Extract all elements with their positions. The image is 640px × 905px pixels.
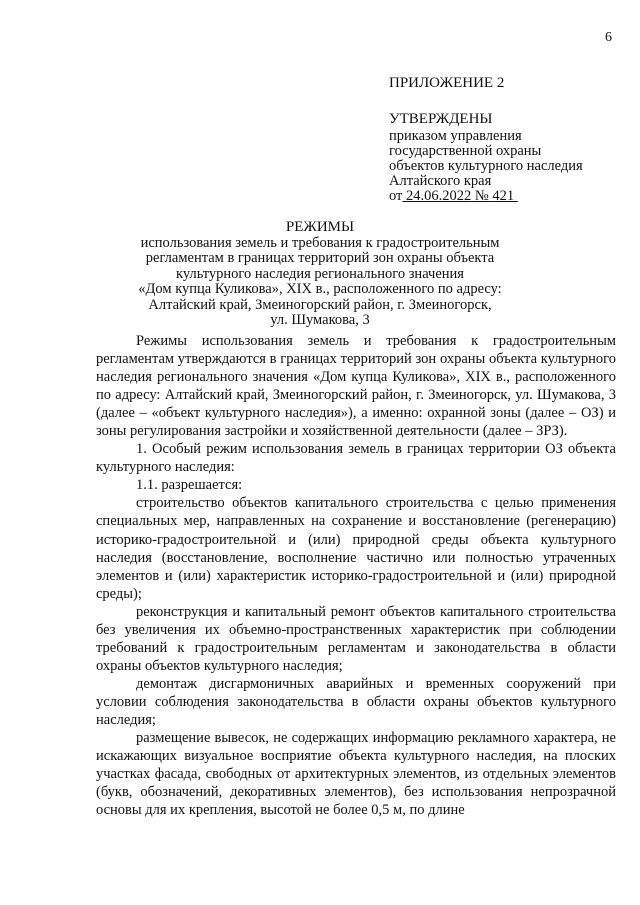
heading-line: «Дом купца Куликова», XIX в., расположенного по адресу: [138,281,502,297]
document-heading [0,220,640,329]
document-body [96,332,616,819]
approval-number: 421 [492,188,515,204]
approval-date: 24.06.2022 [406,188,472,204]
heading-line: регламентам в границах территорий зон охраны объекта [145,250,495,266]
heading-line: ул. Шумакова, 3 [270,312,370,328]
number-prefix: № [474,188,489,204]
body-paragraph: демонтаж дисгармоничных аварийных и временных сооружений при условии соблюдения законодательства в области охраны объектов культурного наследия; [96,675,616,728]
body-paragraph: Режимы использования земель и требования к градостроительным регламентам утверждаются в границах территорий зон охраны объекта культурного наследия регионального значения «Дом купца Куликова», XIX в., расположенного по адресу: Алтайский край, Змеиногорский район, г. Змеиногорск, ул. Шумакова, 3 (далее – «объект культурного наследия»), а именно: охранной зоны (далее – ОЗ) и зоны регулирования застройки и хозяйственной деятельности (далее – ЗРЗ). [96,333,616,440]
heading-title: РЕЖИМЫ [285,219,355,235]
date-prefix: от [389,188,403,204]
approval-line: объектов культурного наследия [389,158,583,174]
body-paragraph: размещение вывесок, не содержащих информацию рекламного характера, не искажающих визуальное восприятие объекта культурного наследия, на плоских участках фасада, свободных от архитектурных элементов, из отдельных элементов (букв, обозначений, декоративных элементов), без использования непрозрачной основы для их крепления, высотой не более 0,5 м, по длине [96,730,616,819]
heading-line: Алтайский край, Змеиногорский район, г. Змеиногорск, [148,296,492,313]
appendix-label: ПРИЛОЖЕНИЕ 2 [389,75,505,91]
approval-date-line [389,189,583,204]
body-paragraph: 1.1. разрешается: [136,477,243,494]
page-number: 6 [605,30,612,45]
body-paragraph: строительство объектов капитального строительства с целью применения специальных мер, направленных на сохранение и восстановление (регенерацию) историко-градостроительной и (или) природной среды объекта культурного наследия (восстановление, восполнение частично или полностью утраченных элементов и (или) характеристик историко-градостроительной и (или) природной среды); [96,495,616,602]
heading-line: культурного наследия регионального значения [176,265,464,282]
heading-line: использования земель и требования к градостроительным [140,234,500,251]
approval-line: государственной охраны [389,143,542,159]
approval-title: УТВЕРЖДЕНЫ [389,111,493,127]
approval-line: приказом управления [389,128,522,144]
body-paragraph: 1. Особый режим использования земель в границах территории ОЗ объекта культурного наследия: [96,441,616,476]
approval-block [389,110,583,204]
body-paragraph: реконструкция и капитальный ремонт объектов капитального строительства без увеличения их объемно-пространственных характеристик при соблюдении требований к градостроительным регламентам и законодательства в области охраны объектов культурного наследия; [96,603,616,674]
approval-line: Алтайского края [389,173,492,189]
